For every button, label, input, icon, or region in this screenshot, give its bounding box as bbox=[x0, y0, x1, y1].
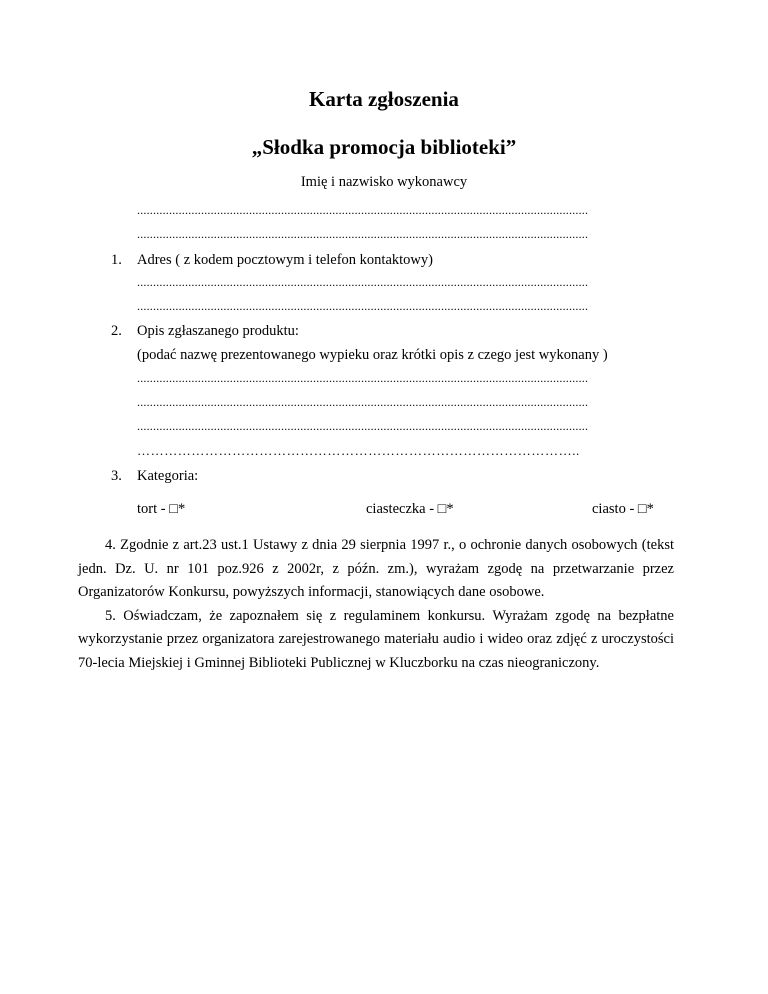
address-dotline-2[interactable]: ............................................................................................................................................. bbox=[137, 299, 589, 313]
consent-clause-4: 4. Zgodnie z art.23 ust.1 Ustawy z dnia 29 sierpnia 1997 r., o ochronie danych osobowych (tekst jedn. Dz. U. nr 101 poz.926 z 2002r, z późn. zm.), wyrażam zgodę na przetwarzanie przez Organizatorów Konkursu, powyższych informacji, stanowiących dane osobowe. bbox=[78, 537, 674, 600]
category-option-tort[interactable]: tort - □* bbox=[137, 501, 186, 517]
address-label: Adres ( z kodem pocztowym i telefon kontaktowy) bbox=[137, 252, 433, 268]
name-dotline-1[interactable]: ............................................................................................................................................. bbox=[137, 203, 589, 217]
consent-clauses bbox=[78, 534, 674, 675]
item-1-number: 1. bbox=[111, 252, 122, 268]
name-dotline-2[interactable]: ............................................................................................................................................. bbox=[137, 227, 589, 241]
item-3-number: 3. bbox=[111, 468, 122, 484]
category-option-ciasteczka[interactable]: ciasteczka - □* bbox=[366, 501, 454, 517]
name-field-label: Imię i nazwisko wykonawcy bbox=[300, 174, 468, 190]
contest-title: „Słodka promocja biblioteki” bbox=[251, 135, 517, 159]
category-option-ciasto[interactable]: ciasto - □* bbox=[592, 501, 654, 517]
product-description-hint: (podać nazwę prezentowanego wypieku oraz krótki opis z czego jest wykonany ) bbox=[137, 347, 608, 363]
category-label: Kategoria: bbox=[137, 468, 199, 484]
description-dotline-1[interactable]: ............................................................................................................................................. bbox=[137, 371, 589, 385]
product-description-label: Opis zgłaszanego produktu: bbox=[137, 323, 299, 339]
description-dotline-2[interactable]: ............................................................................................................................................. bbox=[137, 395, 589, 409]
description-dotline-4[interactable]: …………………………………………………………………………………….. bbox=[137, 443, 580, 458]
form-title: Karta zgłoszenia bbox=[309, 87, 459, 111]
item-2-number: 2. bbox=[111, 323, 122, 339]
address-dotline-1[interactable]: ............................................................................................................................................. bbox=[137, 275, 589, 289]
consent-clause-5: 5. Oświadczam, że zapoznałem się z regulaminem konkursu. Wyrażam zgodę na bezpłatne wykorzystanie przez organizatora zarejestrowanego materiału audio i wideo oraz zdjęć z uroczystości 70-lecia Miejskiej i Gminnej Biblioteki Publicznej w Kluczborku na czas nieograniczony. bbox=[78, 607, 674, 671]
description-dotline-3[interactable]: ............................................................................................................................................. bbox=[137, 419, 589, 433]
